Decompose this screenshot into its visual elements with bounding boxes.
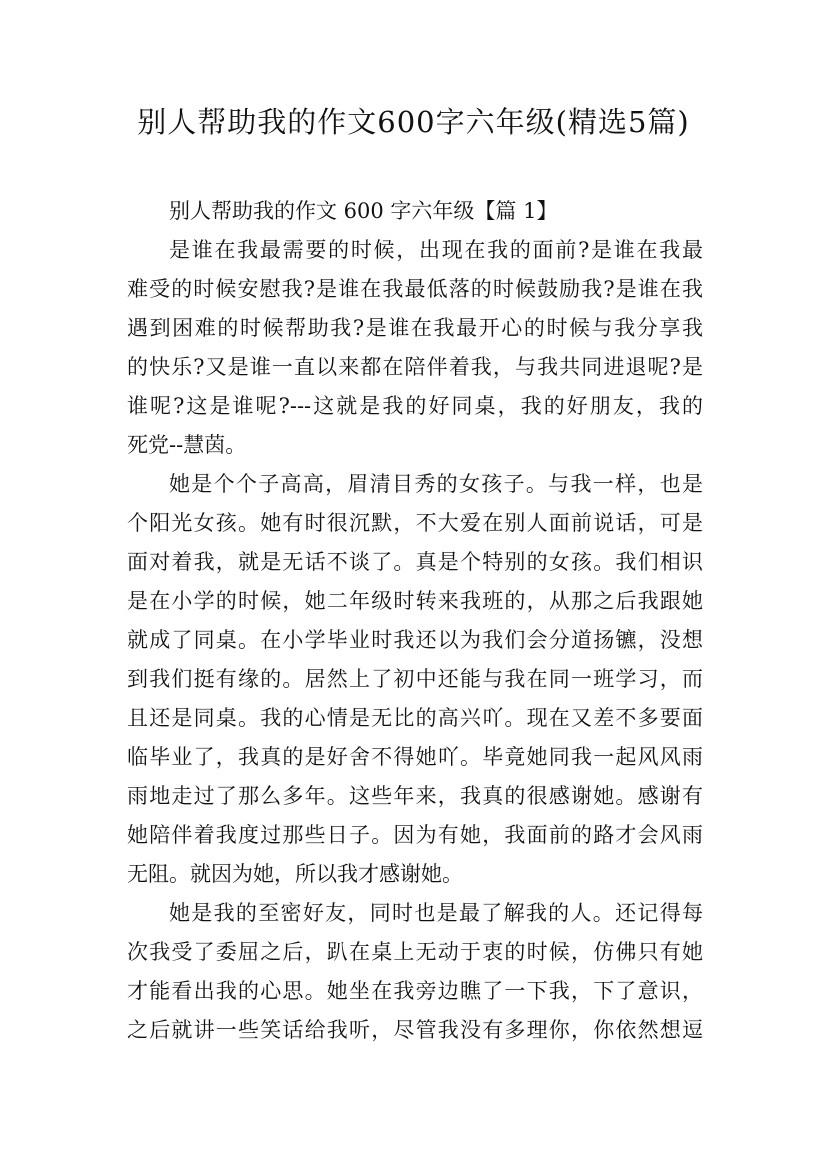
text-line: 雨地走过了那么多年。这些年来，我真的很感谢她。感谢有 (127, 784, 703, 808)
text-line: 个阳光女孩。她有时很沉默，不大爱在别人面前说话，可是 (127, 511, 703, 535)
text-line: 难受的时候安慰我?是谁在我最低落的时候鼓励我?是谁在我 (127, 277, 703, 301)
text-line: 之后就讲一些笑话给我听，尽管我没有多理你，你依然想逗 (127, 1018, 703, 1042)
text-line: 她是我的至密好友，同时也是最了解我的人。还记得每 (169, 901, 703, 925)
text-line: 谁呢?这是谁呢?---这就是我的好同桌，我的好朋友，我的 (127, 394, 703, 418)
text-line: 且还是同桌。我的心情是无比的高兴吖。现在又差不多要面 (127, 706, 703, 730)
document-title: 别人帮助我的作文600字六年级(精选5篇) (137, 105, 690, 139)
text-line: 到我们挺有缘的。居然上了初中还能与我在同一班学习，而 (127, 667, 703, 691)
text-line: 别人帮助我的作文 600 字六年级【篇 1】 (169, 199, 558, 223)
text-line: 是在小学的时候，她二年级时转来我班的，从那之后我跟她 (127, 589, 703, 613)
text-line: 遇到困难的时候帮助我?是谁在我最开心的时候与我分享我 (127, 316, 703, 340)
text-line: 的快乐?又是谁一直以来都在陪伴着我，与我共同进退呢?是 (127, 355, 703, 379)
text-line: 是谁在我最需要的时候，出现在我的面前?是谁在我最 (169, 238, 703, 262)
text-line: 次我受了委屈之后，趴在桌上无动于衷的时候，仿佛只有她 (127, 940, 703, 964)
text-line: 她是个个子高高，眉清目秀的女孩子。与我一样，也是 (169, 472, 703, 496)
text-line: 就成了同桌。在小学毕业时我还以为我们会分道扬镳，没想 (127, 628, 703, 652)
text-line: 面对着我，就是无话不谈了。真是个特别的女孩。我们相识 (127, 550, 703, 574)
text-line: 无阻。就因为她，所以我才感谢她。 (127, 862, 463, 886)
text-line: 临毕业了，我真的是好舍不得她吖。毕竟她同我一起风风雨 (127, 745, 703, 769)
text-line: 死党--慧茵。 (127, 433, 247, 457)
document-body (127, 192, 703, 1050)
text-line: 她陪伴着我度过那些日子。因为有她，我面前的路才会风雨 (127, 823, 703, 847)
text-line: 才能看出我的心思。她坐在我旁边瞧了一下我，下了意识， (127, 979, 703, 1003)
